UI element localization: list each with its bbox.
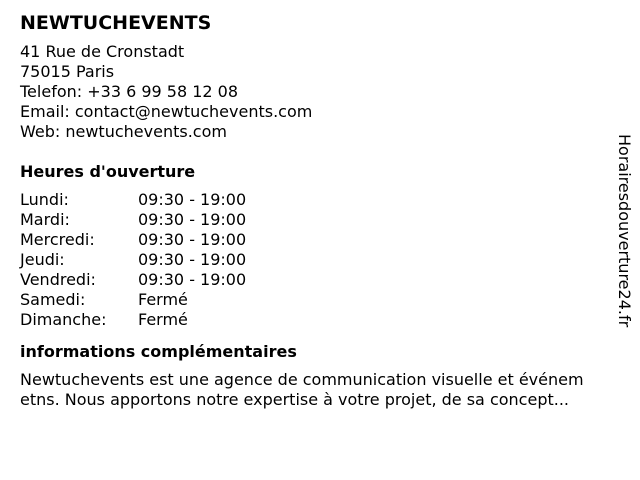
website: Web: newtuchevents.com <box>20 122 227 141</box>
description-line: etns. Nous apportons notre expertise à votre projet, de sa concept... <box>20 390 569 409</box>
time-range: Fermé <box>138 310 188 329</box>
time-range: 09:30 - 19:00 <box>138 190 247 209</box>
day-label: Mardi: <box>20 210 70 229</box>
time-range: 09:30 - 19:00 <box>138 250 247 269</box>
day-label: Vendredi: <box>20 270 96 289</box>
contact-block <box>20 42 610 142</box>
time-range: 09:30 - 19:00 <box>138 230 247 249</box>
hours-heading: Heures d'ouverture <box>20 162 196 181</box>
day-label: Mercredi: <box>20 230 95 249</box>
description-line: Newtuchevents est une agence de communication visuelle et événem <box>20 370 584 389</box>
street-address: 41 Rue de Cronstadt <box>20 42 185 61</box>
hours-row <box>20 210 610 230</box>
phone: Telefon: +33 6 99 58 12 08 <box>20 82 239 101</box>
hours-row <box>20 190 610 210</box>
day-label: Jeudi: <box>20 250 65 269</box>
hours-table <box>20 190 610 330</box>
side-brand-text: Horairesdouverture24.fr <box>615 134 634 328</box>
hours-row <box>20 290 610 310</box>
time-range: 09:30 - 19:00 <box>138 210 247 229</box>
time-range: Fermé <box>138 290 188 309</box>
business-card <box>20 10 610 410</box>
day-label: Dimanche: <box>20 310 107 329</box>
hours-row <box>20 250 610 270</box>
day-label: Samedi: <box>20 290 86 309</box>
description <box>20 370 620 410</box>
hours-row <box>20 230 610 250</box>
info-heading: informations complémentaires <box>20 342 297 361</box>
city: 75015 Paris <box>20 62 115 81</box>
hours-row <box>20 270 610 290</box>
hours-row <box>20 310 610 330</box>
email: Email: contact@newtuchevents.com <box>20 102 313 121</box>
day-label: Lundi: <box>20 190 69 209</box>
time-range: 09:30 - 19:00 <box>138 270 247 289</box>
business-name: NEWTUCHEVENTS <box>20 12 212 34</box>
